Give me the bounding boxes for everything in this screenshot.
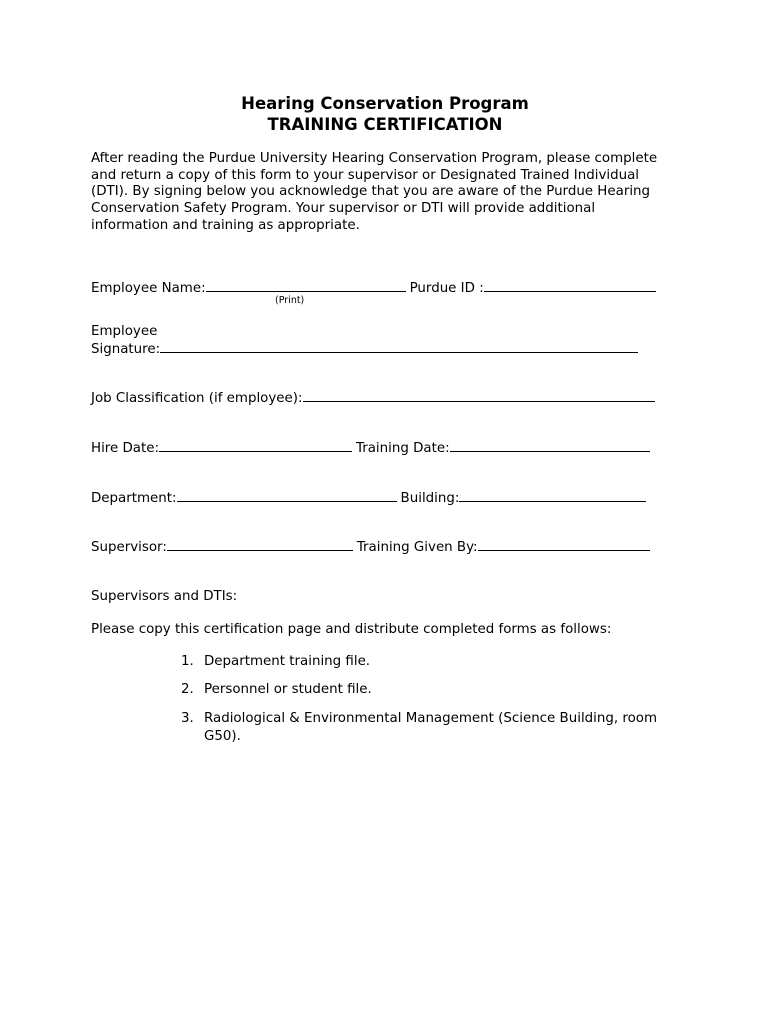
document-subtitle: TRAINING CERTIFICATION <box>267 115 503 134</box>
employee-signature-label-line <box>91 323 157 340</box>
intro-line: and return a copy of this form to your supervisor or Designated Trained Individual <box>91 167 640 183</box>
training-date-field[interactable] <box>450 439 650 452</box>
building-field[interactable] <box>459 489 646 502</box>
department-label: Department: <box>91 491 177 506</box>
training-given-by-label: Training Given By: <box>356 540 478 555</box>
employee-name-label: Employee Name: <box>91 281 206 296</box>
department-row <box>91 489 650 507</box>
job-classification-field[interactable] <box>303 389 655 402</box>
building-label: Building: <box>400 491 460 506</box>
list-item-text: Personnel or student file. <box>204 682 372 697</box>
hire-date-label: Hire Date: <box>91 441 160 456</box>
employee-name-field[interactable] <box>206 279 406 292</box>
list-item-text: Department training file. <box>204 654 371 669</box>
list-item-number: 3. <box>181 711 194 726</box>
supervisor-label: Supervisor: <box>91 540 167 555</box>
intro-paragraph <box>91 151 691 235</box>
purdue-id-label: Purdue ID : <box>409 281 484 296</box>
list-item-text: Radiological & Environmental Management (Science Building, room G50). <box>204 711 658 744</box>
list-item-number: 1. <box>181 654 194 669</box>
employee-name-row <box>91 279 660 297</box>
print-note: (Print) <box>275 295 305 306</box>
employee-signature-row <box>91 340 642 358</box>
job-classification-row <box>91 389 659 407</box>
training-given-by-field[interactable] <box>478 538 650 551</box>
instructions-intro: Please copy this certification page and distribute completed forms as follows: <box>91 622 612 637</box>
training-date-label: Training Date: <box>356 441 450 456</box>
intro-line: (DTI). By signing below you acknowledge that you are aware of the Purdue Hearing <box>91 184 651 200</box>
employee-signature-field[interactable] <box>160 340 638 353</box>
intro-line: Conservation Safety Program. Your supervisor or DTI will provide additional <box>91 201 596 217</box>
department-field[interactable] <box>177 489 397 502</box>
intro-line: After reading the Purdue University Hearing Conservation Program, please complete <box>91 151 658 166</box>
list-item-number: 2. <box>181 682 194 697</box>
employee-signature-label-top: Employee <box>91 324 158 339</box>
document-title: Hearing Conservation Program <box>241 94 529 113</box>
purdue-id-field[interactable] <box>484 279 656 292</box>
job-classification-label: Job Classification (if employee): <box>91 391 303 406</box>
supervisor-field[interactable] <box>167 538 353 551</box>
employee-signature-label: Signature: <box>91 342 161 357</box>
hire-date-field[interactable] <box>159 439 352 452</box>
dates-row <box>91 439 654 457</box>
supervisor-row <box>91 538 654 556</box>
instructions-heading: Supervisors and DTIs: <box>91 589 238 604</box>
intro-line: information and training as appropriate. <box>91 217 360 233</box>
